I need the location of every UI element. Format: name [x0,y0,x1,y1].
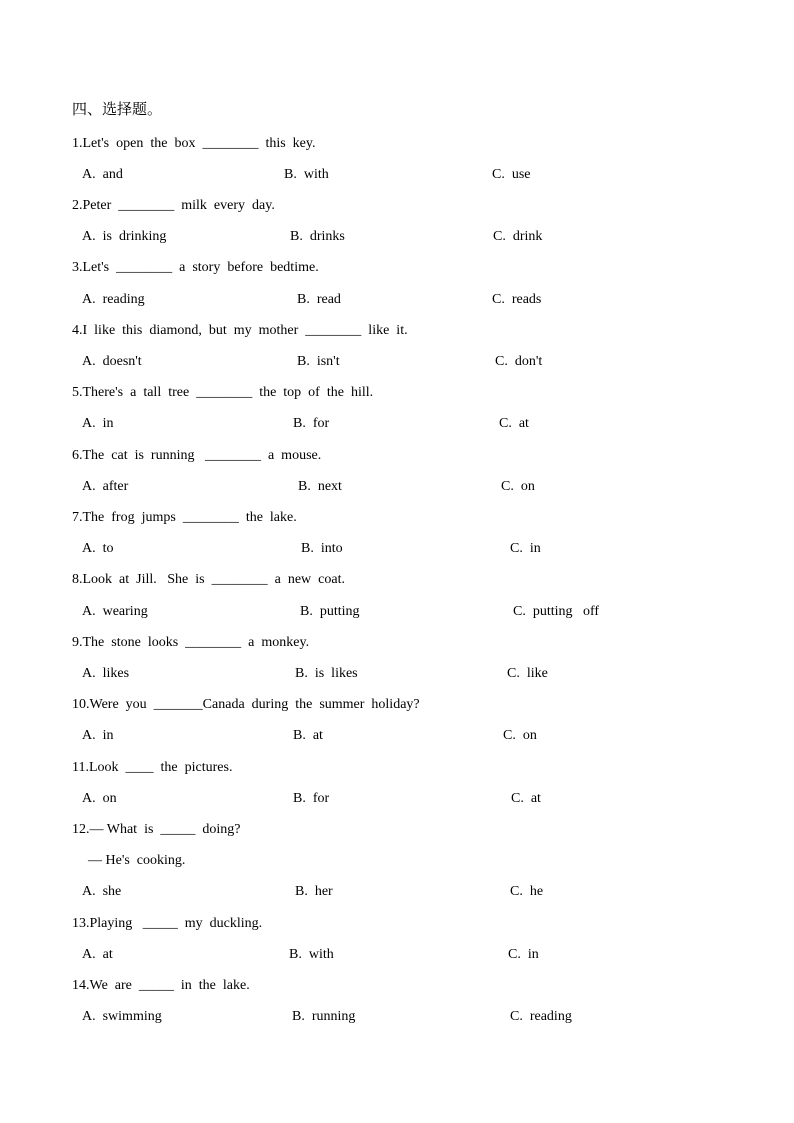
question-7-option-c: C. in [510,541,541,556]
question-1-option-b: B. with [284,167,329,182]
question-10-option-c: C. on [503,728,537,743]
question-3-option-b: B. read [297,292,341,307]
question-4-option-a: A. doesn't [82,354,142,369]
question-1-stem: 1.Let's open the box ________ this key. [72,136,316,151]
question-2-option-c: C. drink [493,229,543,244]
section-title: 四、选择题。 [72,102,163,118]
question-11-option-b: B. for [293,791,330,806]
question-3-option-a: A. reading [82,292,145,307]
question-10-option-b: B. at [293,728,323,743]
question-1-option-a: A. and [82,167,123,182]
question-7-option-b: B. into [301,541,343,556]
question-7-stem: 7.The frog jumps ________ the lake. [72,510,297,525]
question-13-option-a: A. at [82,947,113,962]
question-13-option-c: C. in [508,947,539,962]
question-1-option-c: C. use [492,167,531,182]
question-9-option-c: C. like [507,666,548,681]
question-2-option-a: A. is drinking [82,229,167,244]
question-10-stem: 10.Were you _______Canada during the summer holiday? [72,697,420,712]
question-6-option-a: A. after [82,479,129,494]
question-7-option-a: A. to [82,541,114,556]
question-9-option-a: A. likes [82,666,130,681]
question-6-option-b: B. next [298,479,342,494]
question-8-stem: 8.Look at Jill. She is ________ a new coat. [72,572,345,587]
question-14-option-b: B. running [292,1009,356,1024]
question-9-stem: 9.The stone looks ________ a monkey. [72,635,310,650]
question-8-option-a: A. wearing [82,604,148,619]
question-5-stem: 5.There's a tall tree ________ the top of the hill. [72,385,374,400]
question-11-stem: 11.Look ____ the pictures. [72,760,233,775]
question-5-option-c: C. at [499,416,529,431]
question-12-option-a: A. she [82,884,122,899]
question-14-option-c: C. reading [510,1009,572,1024]
question-11-option-a: A. on [82,791,117,806]
question-3-option-c: C. reads [492,292,542,307]
question-8-option-b: B. putting [300,604,360,619]
question-4-option-c: C. don't [495,354,543,369]
question-6-stem: 6.The cat is running ________ a mouse. [72,448,322,463]
question-3-stem: 3.Let's ________ a story before bedtime. [72,260,319,275]
question-12-option-c: C. he [510,884,544,899]
question-14-stem: 14.We are _____ in the lake. [72,978,250,993]
question-13-option-b: B. with [289,947,334,962]
question-8-option-c: C. putting off [513,604,600,619]
question-11-option-c: C. at [511,791,541,806]
question-5-option-b: B. for [293,416,330,431]
question-13-stem: 13.Playing _____ my duckling. [72,916,263,931]
question-14-option-a: A. swimming [82,1009,162,1024]
question-10-option-a: A. in [82,728,114,743]
question-4-option-b: B. isn't [297,354,340,369]
question-5-option-a: A. in [82,416,114,431]
question-2-stem: 2.Peter ________ milk every day. [72,198,275,213]
question-6-option-c: C. on [501,479,535,494]
question-2-option-b: B. drinks [290,229,345,244]
question-12-stem: 12.— What is _____ doing? [72,822,241,837]
question-4-stem: 4.I like this diamond, but my mother ________ like it. [72,323,408,338]
question-12-answer-line: — He's cooking. [88,853,186,868]
question-9-option-b: B. is likes [295,666,358,681]
question-12-option-b: B. her [295,884,333,899]
